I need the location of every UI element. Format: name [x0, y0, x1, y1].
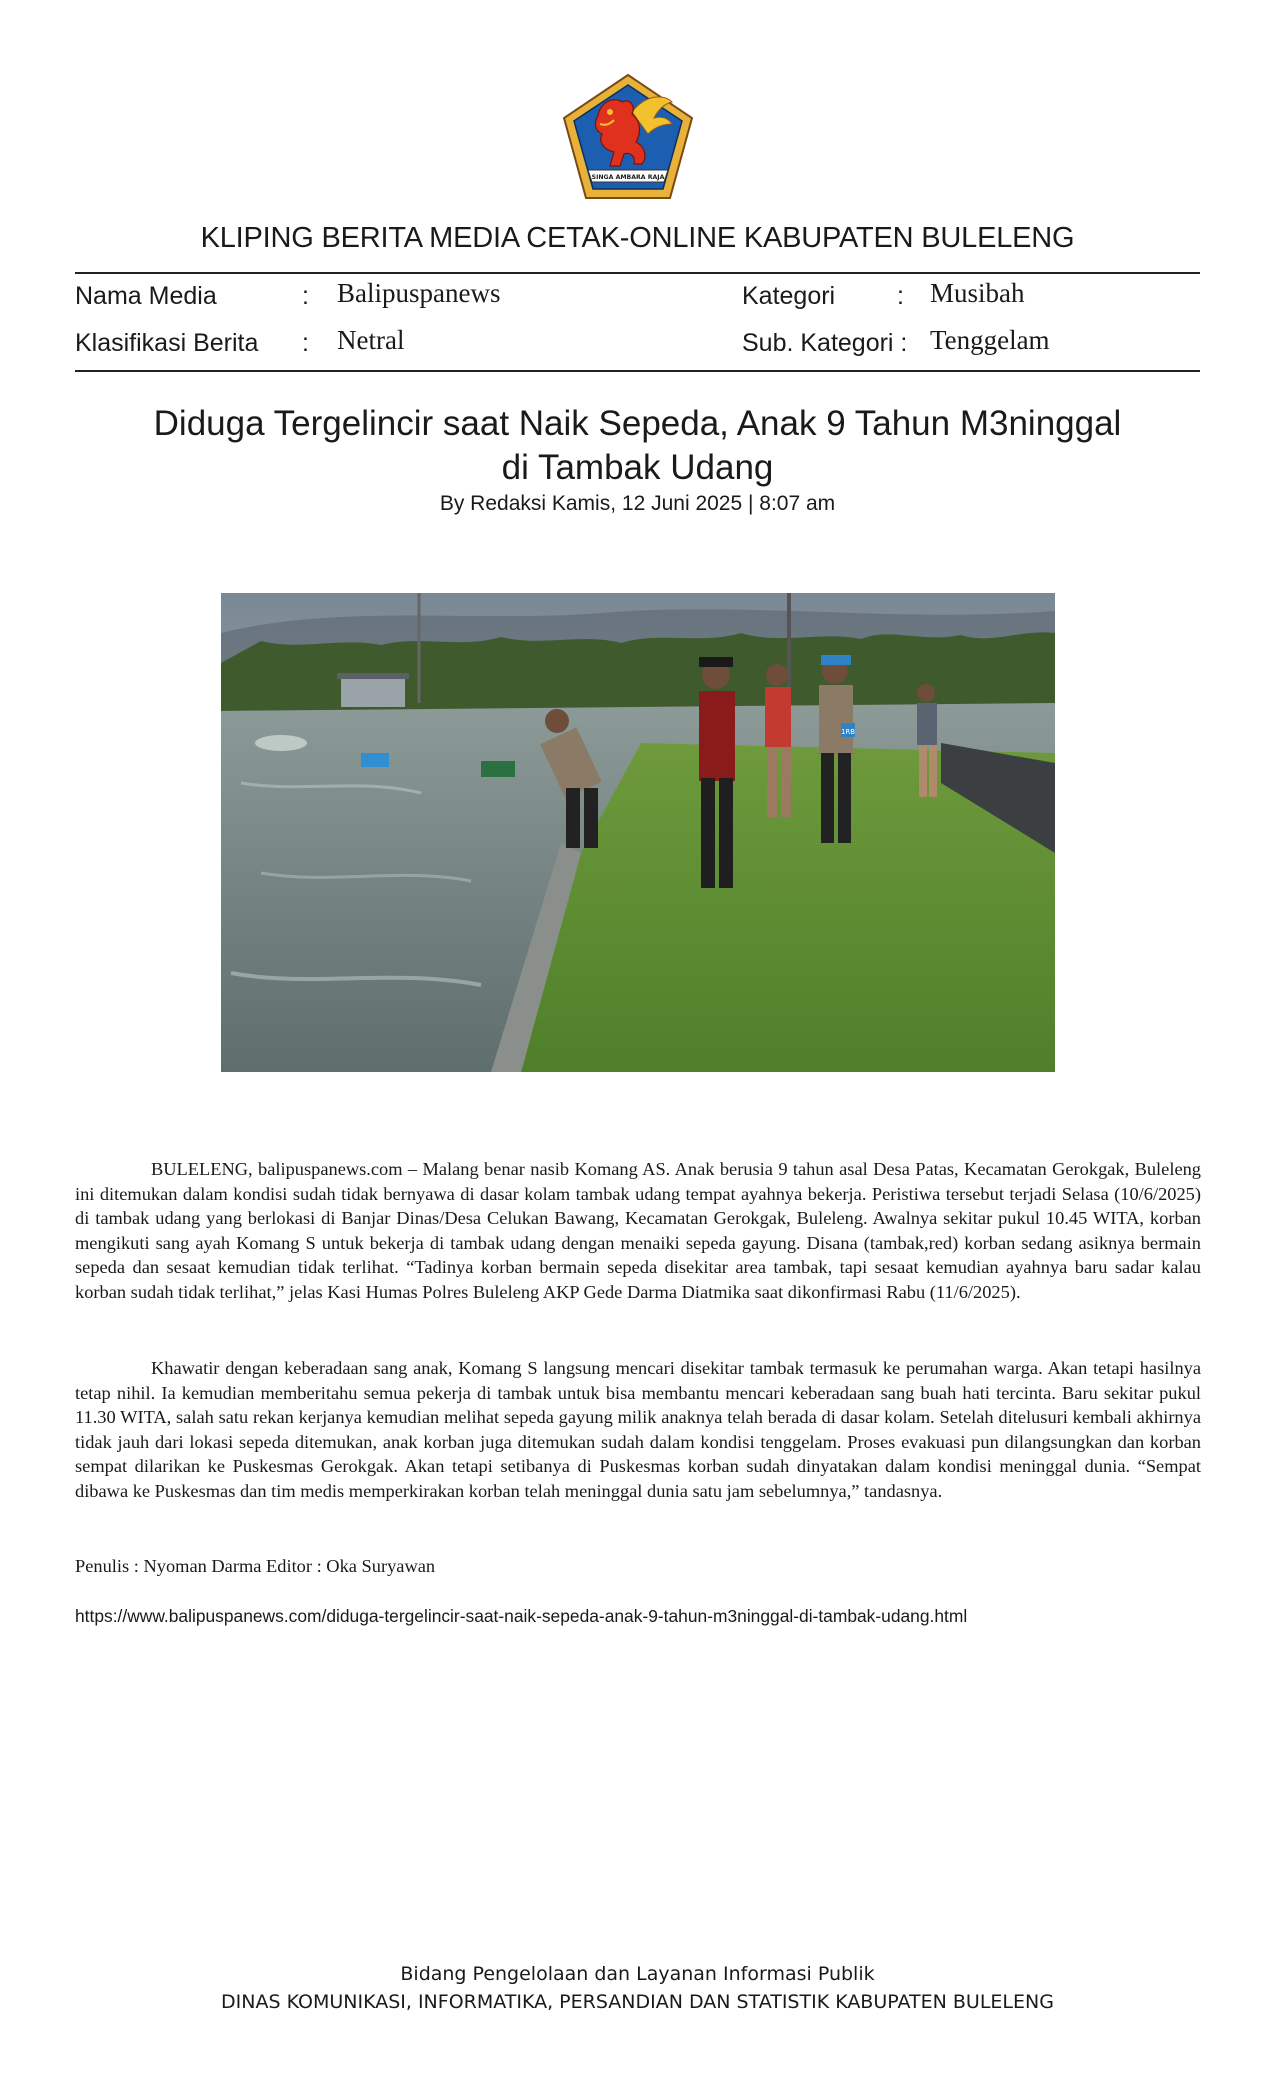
category-colon: : [897, 282, 904, 310]
buleleng-emblem-logo [560, 72, 696, 202]
article-credits: Penulis : Nyoman Darma Editor : Oka Suryawan [75, 1556, 436, 1576]
media-name-colon: : [302, 282, 309, 310]
classification-label: Klasifikasi Berita [75, 329, 259, 357]
shirt-label-text: 1RB [840, 728, 856, 736]
classification-colon: : [302, 329, 309, 357]
footer-division: Bidang Pengelolaan dan Layanan Informasi Publik [400, 1963, 875, 1985]
header-rule-top [75, 272, 1200, 274]
header-rule-bottom [75, 370, 1200, 372]
news-photo [221, 593, 1055, 1072]
category-label: Kategori [742, 282, 836, 310]
headline-line-2: di Tambak Udang [501, 448, 774, 487]
subcategory-label: Sub. Kategori : [742, 329, 908, 357]
source-url-link[interactable]: https://www.balipuspanews.com/diduga-tergelincir-saat-naik-sepeda-anak-9-tahun-m3ninggal-di-tambak-udang.html [75, 1606, 968, 1626]
footer-agency: DINAS KOMUNIKASI, INFORMATIKA, PERSANDIAN DAN STATISTIK KABUPATEN BULELENG [221, 1991, 1054, 2013]
media-name-label: Nama Media [75, 282, 217, 310]
category-value: Musibah [930, 278, 1025, 308]
media-name-value: Balipuspanews [337, 278, 501, 308]
article-headline [75, 402, 1200, 490]
document-title: KLIPING BERITA MEDIA CETAK-ONLINE KABUPATEN BULELENG [200, 222, 1075, 254]
headline-line-1: Diduga Tergelincir saat Naik Sepeda, Anak 9 Tahun M3ninggal [153, 404, 1122, 443]
subcategory-value: Tenggelam [930, 325, 1050, 355]
article-paragraph-2: Khawatir dengan keberadaan sang anak, Komang S langsung mencari disekitar tambak termasuk ke perumahan warga. Akan tetapi hasilnya tetap nihil. Ia kemudian memberitahu semua pekerja di tambak untuk bisa membantu mencari keberadaan sang buah hati tercinta. Baru sekitar pukul 11.30 WITA, salah satu rekan kerjanya kemudian melihat sepeda gayung milik anaknya telah berada di dasar kolam. Setelah ditelusuri kembali akhirnya tidak jauh dari lokasi sepeda ditemukan, anak korban juga ditemukan sudah dalam kondisi tenggelam. Proses evakuasi pun dilangsungkan dan korban sempat dilarikan ke Puskesmas Gerokgak. Akan tetapi setibanya di Puskesmas korban sudah dinyatakan dalam kondisi meninggal dunia. “Sempat dibawa ke Puskesmas dan tim medis memperkirakan korban telah meninggal dunia satu jam sebelumnya,” tandasnya. [75, 1358, 1201, 1501]
article-byline: By Redaksi Kamis, 12 Juni 2025 | 8:07 am [439, 492, 836, 515]
article-paragraph-1: BULELENG, balipuspanews.com – Malang benar nasib Komang AS. Anak berusia 9 tahun asal Desa Patas, Kecamatan Gerokgak, Buleleng ini ditemukan dalam kondisi sudah tidak bernyawa di dasar kolam tambak udang tempat ayahnya bekerja. Peristiwa tersebut terjadi Selasa (10/6/2025) di tambak udang yang berlokasi di Banjar Dinas/Desa Celukan Bawang, Kecamatan Gerokgak, Buleleng. Awalnya sekitar pukul 10.45 WITA, korban mengikuti sang ayah Komang S untuk bekerja di tambak udang dengan menaiki sepeda gayung. Disana (tambak,red) korban sedang asiknya bermain sepeda dan sesaat kemudian tidak terlihat. “Tadinya korban bermain sepeda disekitar area tambak, tapi sesaat kemudian ayahnya baru sadar kalau korban sudah tidak terlihat,” jelas Kasi Humas Polres Buleleng AKP Gede Darma Diatmika saat dikonfirmasi Rabu (11/6/2025). [75, 1159, 1201, 1302]
emblem-motto: SINGA AMBARA RAJA [591, 174, 665, 181]
classification-value: Netral [337, 325, 405, 355]
